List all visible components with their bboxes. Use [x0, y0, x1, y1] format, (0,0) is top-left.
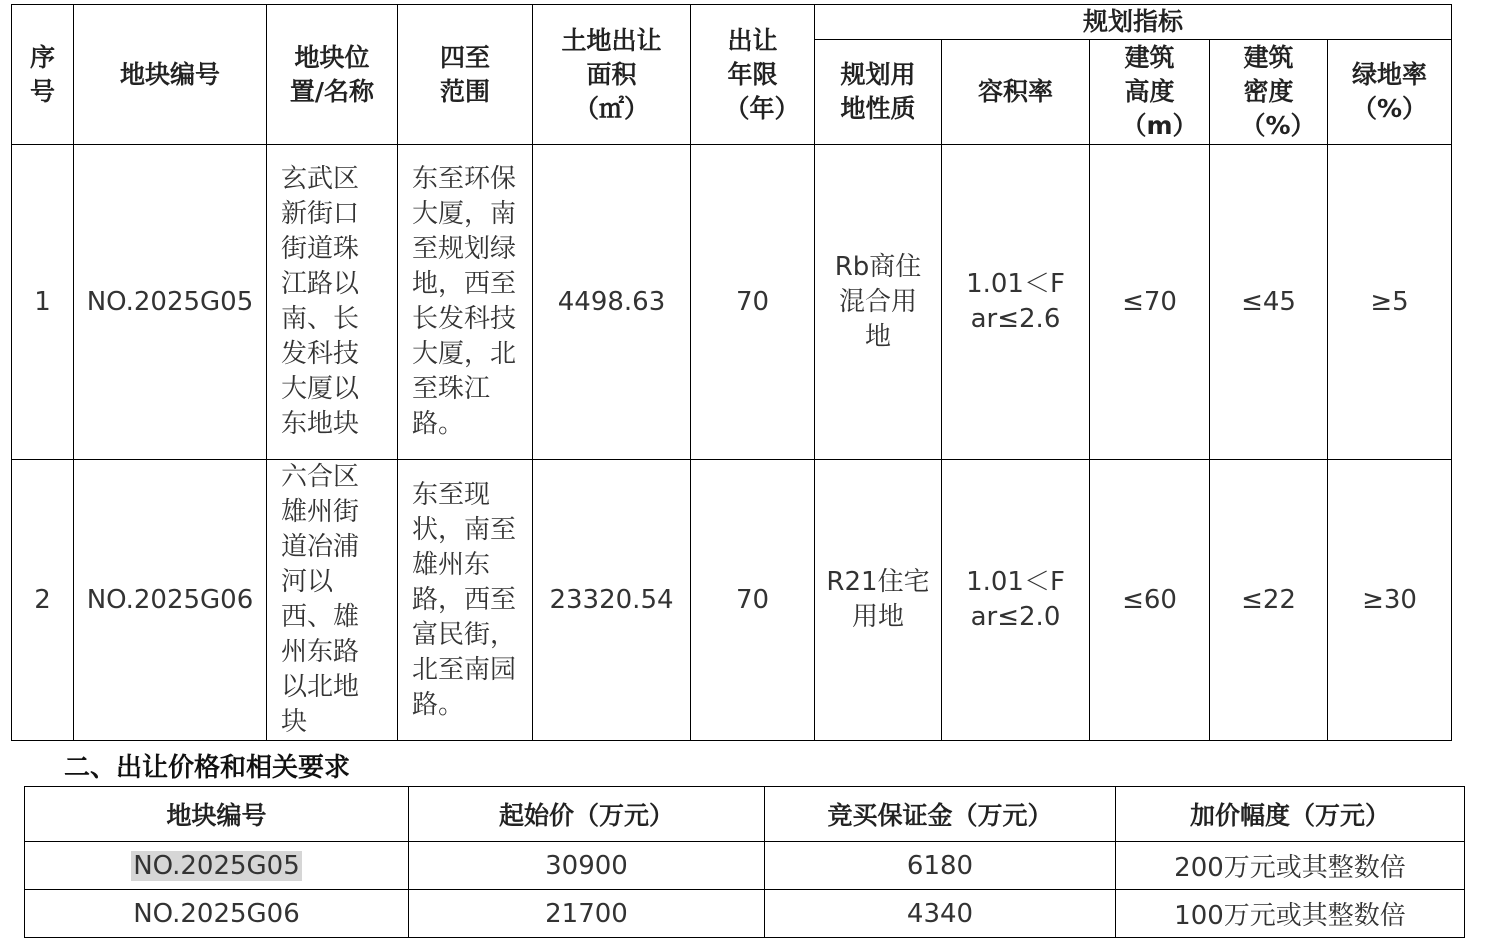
cell-term: 70 [691, 460, 815, 741]
header-land-use: 规划用地性质 [815, 40, 942, 145]
section-title: 二、出让价格和相关要求 [64, 753, 351, 783]
cell-location: 玄武区新街口街道珠江路以南、长发科技大厦以东地块 [267, 145, 398, 460]
cell-height: ≤60 [1090, 460, 1210, 741]
header-plot-no: 地块编号 [25, 787, 409, 842]
highlighted-text[interactable]: NO.2025G05 [133, 850, 300, 881]
cell-far: 1.01＜Far≤2.0 [942, 460, 1090, 741]
cell-deposit: 4340 [765, 890, 1116, 938]
cell-start-price: 21700 [409, 890, 765, 938]
cell-increment: 200万元或其整数倍 [1116, 842, 1465, 890]
header-location: 地块位置/名称 [267, 5, 398, 145]
cell-increment: 100万元或其整数倍 [1116, 890, 1465, 938]
cell-boundary: 东至环保大厦，南至规划绿地，西至长发科技大厦，北至珠江路。 [398, 145, 533, 460]
header-far: 容积率 [942, 40, 1090, 145]
cell-plot-no: NO.2025G06 [25, 890, 409, 938]
header-deposit: 竞买保证金（万元） [765, 787, 1116, 842]
cell-land-use: Rb商住混合用地 [815, 145, 942, 460]
cell-density: ≤45 [1210, 145, 1328, 460]
cell-location: 六合区雄州街道冶浦河以西、雄州东路以北地块 [267, 460, 398, 741]
cell-area: 23320.54 [533, 460, 691, 741]
cell-deposit: 6180 [765, 842, 1116, 890]
cell-plot-no [25, 842, 409, 890]
header-area: 土地出让面积（㎡） [533, 5, 691, 145]
header-green: 绿地率（%） [1328, 40, 1452, 145]
header-term: 出让年限（年） [691, 5, 815, 145]
table-row [25, 890, 1465, 938]
cell-density: ≤22 [1210, 460, 1328, 741]
cell-area: 4498.63 [533, 145, 691, 460]
cell-green: ≥30 [1328, 460, 1452, 741]
cell-height: ≤70 [1090, 145, 1210, 460]
cell-plot-no: NO.2025G05 [74, 145, 267, 460]
land-plot-table [11, 4, 1452, 741]
header-boundary: 四至范围 [398, 5, 533, 145]
cell-term: 70 [691, 145, 815, 460]
cell-seq: 1 [12, 145, 74, 460]
cell-plot-no: NO.2025G06 [74, 460, 267, 741]
header-planning: 规划指标 [815, 5, 1452, 40]
header-density: 建筑密度（%） [1210, 40, 1328, 145]
price-table [24, 786, 1465, 938]
table-row [12, 460, 1452, 741]
header-seq: 序号 [12, 5, 74, 145]
header-start-price: 起始价（万元） [409, 787, 765, 842]
cell-seq: 2 [12, 460, 74, 741]
cell-start-price: 30900 [409, 842, 765, 890]
header-height: 建筑高度（m） [1090, 40, 1210, 145]
header-plot-no: 地块编号 [74, 5, 267, 145]
cell-land-use: R21住宅用地 [815, 460, 942, 741]
table-row [25, 842, 1465, 890]
cell-boundary: 东至现状，南至雄州东路，西至富民街，北至南园路。 [398, 460, 533, 741]
table-row [12, 145, 1452, 460]
cell-far: 1.01＜Far≤2.6 [942, 145, 1090, 460]
cell-green: ≥5 [1328, 145, 1452, 460]
header-increment: 加价幅度（万元） [1116, 787, 1465, 842]
